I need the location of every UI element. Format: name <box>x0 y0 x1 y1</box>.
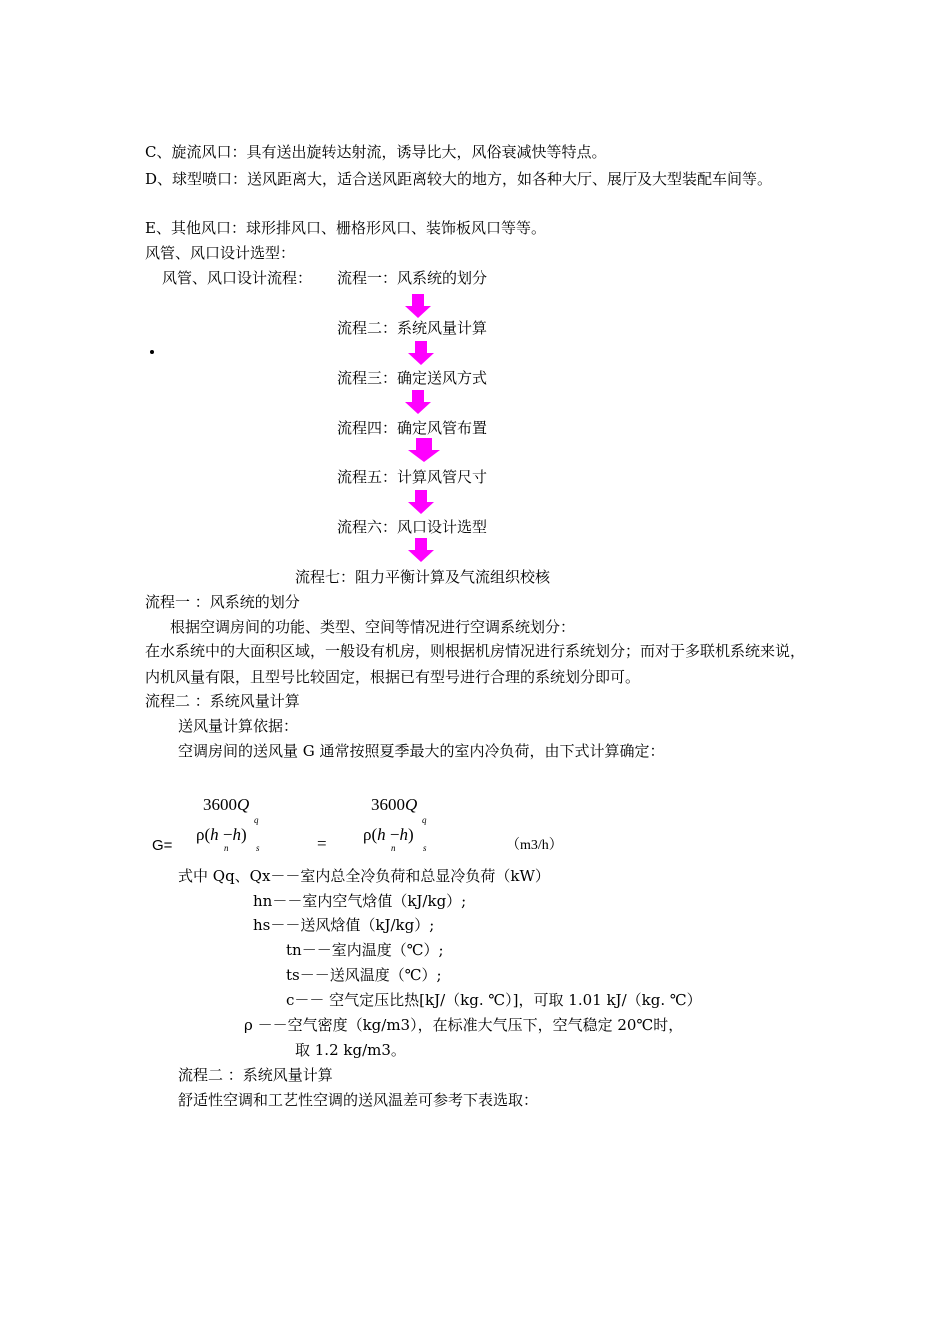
section1-p2: 在水系统中的大面积区域，一般设有机房，则根据机房情况进行系统划分；而对于多联机系统来说，内机风量有限，且型号比较固定，根据已有型号进行合理的系统划分即可。 <box>145 642 806 686</box>
para-e: E、其他风口：球形排风口、栅格形风口、装饰板风口等等。 <box>145 219 546 237</box>
bullet-dot <box>150 350 154 354</box>
flow-step-1: 流程一：风系统的划分 <box>337 269 488 287</box>
flow-step-5: 流程五：计算风管尺寸 <box>337 468 488 486</box>
down-arrow-icon <box>408 490 434 514</box>
formula-num-1: 3600Q <box>203 795 250 814</box>
section2-title: 流程二 ：系统风量计算 <box>145 692 300 710</box>
flow-label: 风管、风口设计流程： <box>162 269 313 287</box>
formula-sub-n-2: n <box>391 843 396 853</box>
def-line: hs－－送风焓值（kJ/kg）; <box>253 916 435 934</box>
section1-p1: 根据空调房间的功能、类型、空间等情况进行空调系统划分： <box>170 618 576 636</box>
section2-basis: 送风量计算依据： <box>178 717 299 735</box>
formula-sub-q-1: q <box>254 815 259 825</box>
def-line: tn－－室内温度（℃）; <box>286 941 444 959</box>
formula-sub-s-1: s <box>256 843 260 853</box>
def-line: c－－ 空气定压比热[kJ/（kg. ℃）]，可取 1.01 kJ/（kg. ℃） <box>286 991 702 1009</box>
down-arrow-icon <box>408 438 440 462</box>
section1-title: 流程一 ：风系统的划分 <box>145 593 300 611</box>
flow-step-7: 流程七：阻力平衡计算及气流组织校核 <box>295 568 551 586</box>
section-heading: 风管、风口设计选型： <box>145 244 296 262</box>
flow-step-2: 流程二：系统风量计算 <box>337 319 488 337</box>
formula-den-1: ρ(h −h) <box>196 825 247 844</box>
formula-den-2: ρ(h −h) <box>363 825 414 844</box>
def-line: ts－－送风温度（℃）; <box>286 966 442 984</box>
flow-step-3: 流程三：确定送风方式 <box>337 369 488 387</box>
section2-desc: 空调房间的送风量 G 通常按照夏季最大的室内冷负荷，由下式计算确定： <box>178 742 665 760</box>
flow-step-4: 流程四：确定风管布置 <box>337 419 488 437</box>
down-arrow-icon <box>408 538 434 562</box>
down-arrow-icon <box>405 390 431 414</box>
def-line: 式中 Qq、Qx－－室内总全冷负荷和总显冷负荷（kW） <box>178 867 550 885</box>
formula-sub-n-1: n <box>224 843 229 853</box>
down-arrow-icon <box>405 294 431 318</box>
flow-step-6: 流程六：风口设计选型 <box>337 518 488 536</box>
down-arrow-icon <box>408 341 434 365</box>
formula-sub-q-2: q <box>422 815 427 825</box>
para-d: D、球型喷口：送风距离大，适合送风距离较大的地方，如各种大厅、展厅及大型装配车间等。 <box>145 170 773 188</box>
def-line: 取 1.2 kg/m3。 <box>295 1041 406 1059</box>
def-line: hn－－室内空气焓值（kJ/kg）; <box>253 892 467 910</box>
formula-equals: = <box>317 834 327 853</box>
section3-title: 流程二 ：系统风量计算 <box>178 1066 333 1084</box>
formula-sub-s-2: s <box>423 843 427 853</box>
formula-num-2: 3600Q <box>371 795 418 814</box>
formula-unit: （m3/h） <box>506 838 563 853</box>
section3-desc: 舒适性空调和工艺性空调的送风温差可参考下表选取： <box>178 1091 539 1109</box>
formula-g: G= <box>152 837 173 854</box>
def-line: ρ －－空气密度（kg/m3），在标准大气压下，空气稳定 20℃时， <box>244 1016 684 1034</box>
para-c: C、旋流风口：具有送出旋转达射流，诱导比大，风俗衰减快等特点。 <box>145 143 607 161</box>
